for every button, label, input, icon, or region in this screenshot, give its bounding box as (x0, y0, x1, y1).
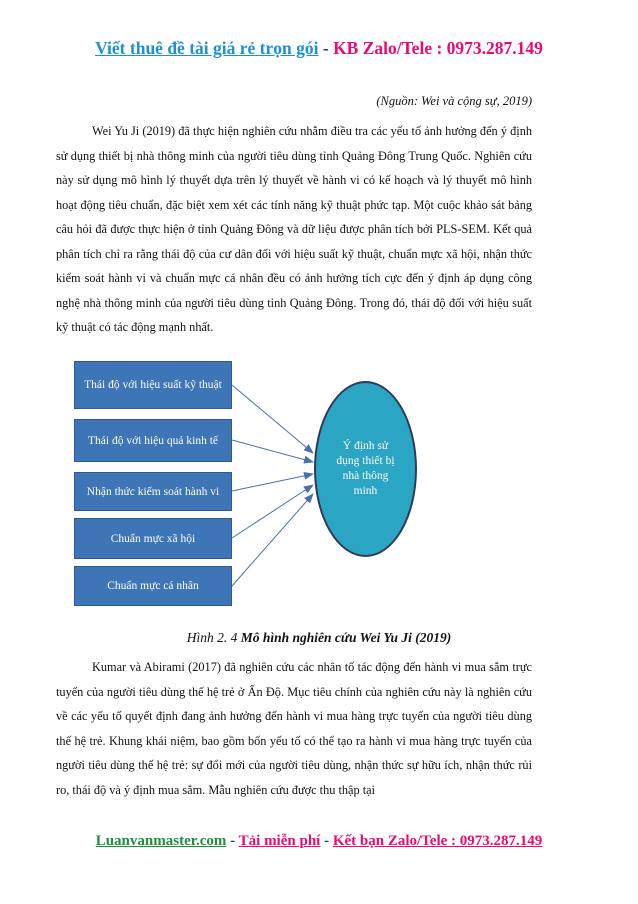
footer-contact[interactable]: Kết bạn Zalo/Tele : 0973.287.149 (332, 833, 543, 849)
footer-separator: - (226, 833, 239, 849)
header-contact: KB Zalo/Tele : 0973.287.149 (333, 38, 543, 58)
factor-box: Chuẩn mực xã hội (74, 518, 232, 559)
figure-caption (0, 630, 638, 646)
factor-box: Chuẩn mực cá nhân (74, 566, 232, 606)
page-footer (0, 833, 638, 850)
footer-separator: - (320, 833, 333, 849)
arrow-3 (232, 474, 313, 491)
paragraph-2: Kumar và Abirami (2017) đã nghiên cứu các nhân tố tác động đến hành vi mua sắm trực tuyến của người tiêu dùng thế hệ trẻ ở Ấn Độ. Mục tiêu chính của nghiên cứu này là nghiên cứu về các yếu tố quyết định đang ảnh hưởng đến hành vi mua hàng trực tuyến của người tiêu dùng thế hệ trẻ. Khung khái niệm, bao gồm bốn yếu tố có thể tạo ra hành vi mua hàng trực tuyến của người tiêu dùng thế hệ trẻ: sự đổi mới của người tiêu dùng, nhận thức sự hữu ích, nhận thức rủi ro, thái độ và ý định mua sắm. Mẫu nghiên cứu được thu thập tại (56, 660, 532, 797)
source-note: (Nguồn: Wei và cộng sự, 2019) (376, 94, 532, 108)
footer-free-link[interactable]: Tải miễn phí (238, 833, 321, 849)
factor-box: Nhận thức kiểm soát hành vi (74, 472, 232, 511)
outcome-ellipse: Ý định sử dụng thiết bị nhà thông minh (314, 381, 417, 557)
header-separator: - (318, 38, 334, 58)
footer-site-link[interactable]: Luanvanmaster.com (95, 833, 227, 849)
header-link[interactable]: Viết thuê đề tài giá rẻ trọn gói (95, 38, 319, 58)
factor-box: Thái độ với hiệu suất kỹ thuật (74, 361, 232, 409)
paragraph-1: Wei Yu Ji (2019) đã thực hiện nghiên cứu nhằm điều tra các yếu tố ảnh hưởng đến ý định sử dụng thiết bị nhà thông minh của người tiêu dùng tỉnh Quảng Đông Trung Quốc. Nghiên cứu này sử dụng mô hình lý thuyết dựa trên lý thuyết về hành vi có kế hoạch và lý thuyết mô hình hoạt động tiêu chuẩn, đặc biệt xem xét các tính năng kỹ thuật phức tạp. Một cuộc khảo sát bảng câu hỏi đã được thực hiện ở tỉnh Quảng Đông và dữ liệu được phân tích bởi PLS-SEM. Kết quả phân tích chỉ ra rằng thái độ của cư dân đối với hiệu suất kỹ thuật, chuẩn mực xã hội, nhận thức kiểm soát hành vi và chuẩn mực cá nhân đều có ảnh hưởng tích cực đến ý định áp dụng công nghệ nhà thông minh của người tiêu dùng tỉnh Quảng Đông. Trong đó, thái độ đối với hiệu suất kỹ thuật có tác động mạnh nhất. (56, 124, 532, 334)
arrow-5 (232, 494, 313, 586)
caption-title: Mô hình nghiên cứu Wei Yu Ji (2019) (240, 630, 452, 645)
caption-prefix: Hình 2. 4 (186, 630, 241, 645)
arrow-4 (232, 485, 313, 538)
factor-box: Thái độ với hiệu quả kinh tế (74, 419, 232, 462)
